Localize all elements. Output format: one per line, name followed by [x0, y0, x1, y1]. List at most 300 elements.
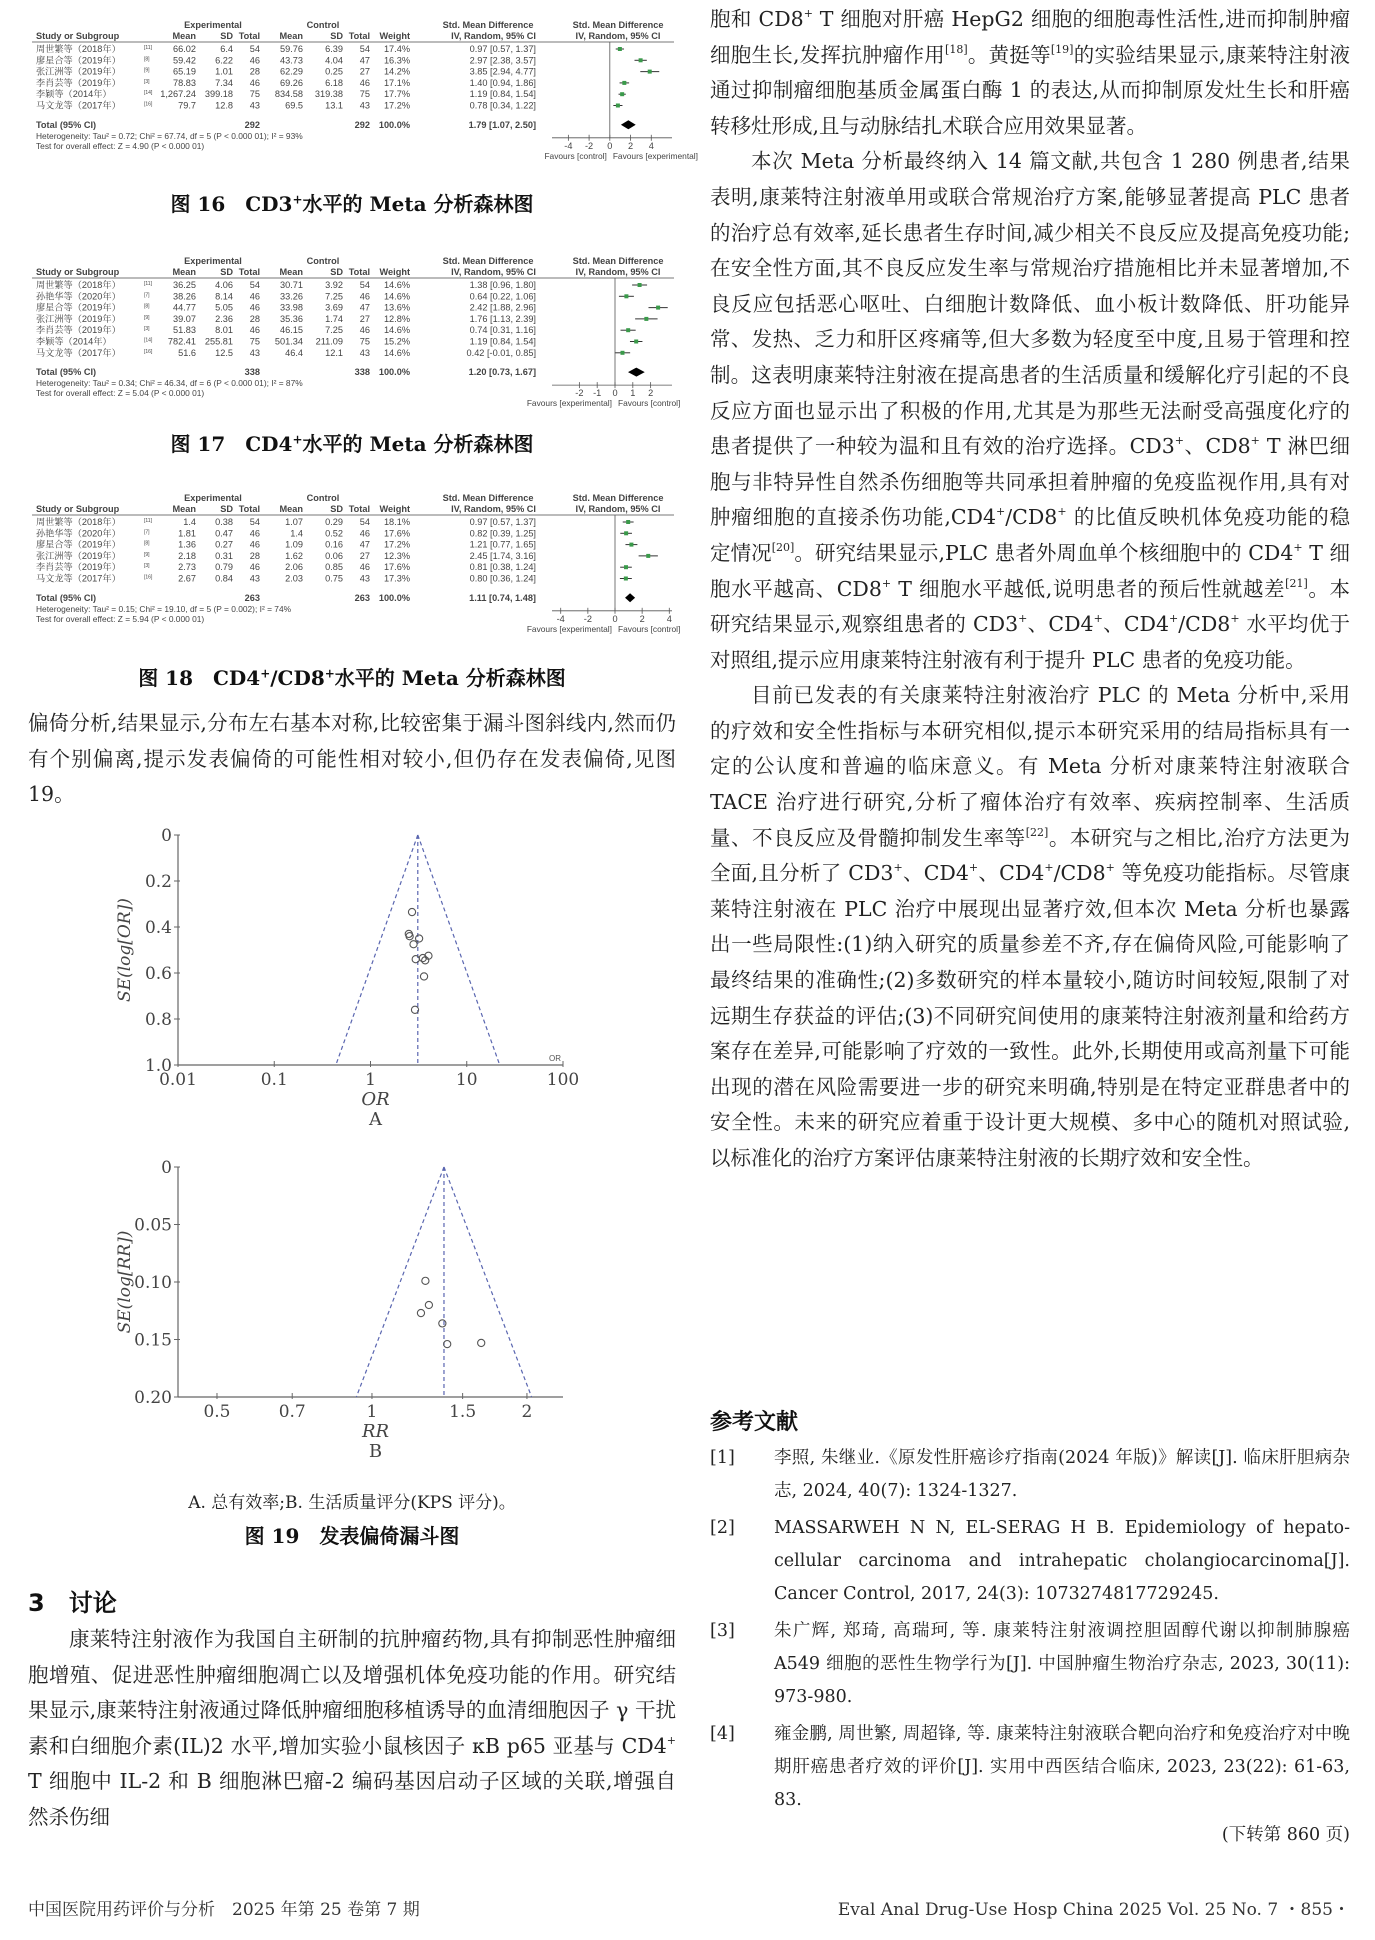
x-tick-label: 0	[612, 613, 618, 624]
header-ci: IV, Random, 95% CI	[451, 504, 536, 514]
x-tick-label: 1	[630, 388, 636, 399]
ctrl-sd: 0.25	[325, 66, 343, 77]
caption-text: 水平的 Meta 分析森林图	[334, 666, 566, 690]
study-ref: [3]	[144, 563, 150, 570]
funnel-right-line	[444, 1167, 532, 1397]
exp-mean: 2.73	[178, 562, 196, 573]
exp-sd: 0.79	[215, 562, 233, 573]
study-ref: [8]	[144, 540, 150, 547]
text: 目前已发表的有关康莱特注射液治疗 PLC 的 Meta 分析中,采用的疗效和安全性指标与本研究相似,提示本研究采用的结局指标具有一定的公认度和普遍的临床意义。有 Meta 分析对康莱特注射液联合 TACE 治疗进行研究,分析了瘤体治疗有效率、疾病控制率、生活质量、不良反应及骨髓抑制发生率等	[710, 683, 1350, 850]
study-ref: [9]	[144, 67, 150, 74]
weight: 17.2%	[383, 100, 410, 111]
funnel-left-line	[356, 1167, 444, 1397]
study-name: 李肖芸等（2019年）	[36, 562, 121, 573]
study-point	[444, 1341, 451, 1348]
exp-sd: 399.18	[204, 89, 233, 100]
study-ref: [16]	[144, 101, 153, 108]
study-point	[410, 941, 417, 948]
ctrl-total: 43	[359, 573, 370, 584]
caption-number: 图 17	[170, 432, 226, 456]
study-ref: [3]	[144, 326, 150, 333]
caption-sup: +	[292, 432, 303, 447]
study-name: 马文龙等（2017年）	[36, 573, 121, 584]
ctrl-sd: 3.69	[325, 302, 343, 313]
ctrl-mean: 46.15	[280, 325, 303, 336]
total-ci: 1.20 [0.73, 1.67]	[468, 367, 536, 378]
exp-mean: 51.83	[173, 325, 196, 336]
ctrl-sd: 211.09	[315, 336, 343, 347]
study-name: 马文龙等（2017年）	[36, 347, 121, 358]
ci-text: 0.81 [0.38, 1.24]	[469, 562, 536, 573]
reference-text: 李照, 朱继业.《原发性肝癌诊疗指南(2024 年版)》解读[J]. 临床肝胆病杂志, 2024, 40(7): 1324-1327.	[774, 1448, 1350, 1501]
ctrl-total: 27	[359, 66, 370, 77]
weight: 12.8%	[383, 313, 410, 324]
study-marker	[616, 104, 620, 108]
reference-text: 雍金鹏, 周世繁, 周超锋, 等. 康莱特注射液联合靶向治疗和免疫治疗对中晚期肝癌患者疗效的评价[J]. 实用中西医结合临床, 2023, 23(22): 61-63, 83.	[774, 1724, 1350, 1810]
text: /CD8	[1053, 861, 1106, 886]
ci-text: 0.74 [0.31, 1.16]	[469, 325, 536, 336]
figure-18-caption	[28, 662, 676, 691]
total-ctrl: 292	[354, 119, 370, 130]
references-list	[710, 1442, 1350, 1852]
weight: 14.6%	[383, 347, 410, 358]
funnel-plot-a	[108, 820, 588, 1134]
exp-total: 43	[249, 347, 260, 358]
caption-text: CD3	[245, 192, 293, 216]
y-tick-label: 0.20	[134, 1388, 172, 1408]
study-marker	[646, 554, 650, 558]
continued-note: (下转第 860 页)	[1221, 1825, 1350, 1845]
header-ci: IV, Random, 95% CI	[451, 31, 536, 41]
exp-total: 46	[249, 55, 260, 66]
heterogeneity-text: Heterogeneity: Tau² = 0.72; Chi² = 67.74, df = 5 (P < 0.000 01); I² = 93%	[36, 130, 303, 141]
exp-total: 28	[249, 313, 260, 324]
study-name: 张江洲等（2019年）	[36, 550, 121, 561]
x-tick-label: -1	[593, 388, 602, 399]
ctrl-total: 46	[359, 291, 370, 302]
ctrl-total: 43	[359, 100, 370, 111]
header-study: Study or Subgroup	[36, 267, 120, 277]
study-marker	[638, 283, 642, 287]
weight: 17.1%	[383, 77, 410, 88]
total-exp: 292	[244, 119, 260, 130]
figure-19-subcaption: A. 总有效率;B. 生活质量评分(KPS 评分)。	[188, 1493, 516, 1513]
overall-effect-text: Test for overall effect: Z = 4.90 (P < 0.000 01)	[36, 140, 205, 151]
heterogeneity-text: Heterogeneity: Tau² = 0.15; Chi² = 19.10, df = 5 (P = 0.002); I² = 74%	[36, 603, 292, 614]
weight: 16.3%	[383, 55, 410, 66]
study-name: 孙艳华等（2020年）	[36, 528, 121, 539]
text: 、CD4	[1027, 612, 1094, 637]
ctrl-sd: 319.38	[314, 89, 343, 100]
ctrl-total: 43	[359, 347, 370, 358]
study-marker	[626, 520, 630, 524]
ci-text: 0.97 [0.57, 1.37]	[469, 517, 536, 527]
ctrl-sd: 12.1	[325, 347, 343, 358]
paragraph-text: T 细胞中 IL-2 和 B 细胞淋巴瘤-2 编码基因启动子区域的关联,增强自然杀伤细	[28, 1769, 676, 1829]
superscript: +	[1105, 861, 1115, 875]
figure-16-caption	[28, 188, 676, 217]
exp-total: 46	[249, 562, 260, 573]
exp-sd: 6.22	[215, 55, 233, 66]
header-plot-title: Std. Mean Difference	[572, 493, 664, 503]
header-plot-ci: IV, Random, 95% CI	[575, 504, 661, 514]
superscript: +	[1044, 861, 1054, 875]
exp-sd: 1.01	[215, 66, 233, 77]
total-exp: 263	[244, 592, 260, 603]
exp-sd: 4.06	[215, 280, 233, 290]
study-point	[417, 1309, 424, 1316]
forest-plot-fig17	[28, 250, 681, 415]
ctrl-mean: 1.07	[285, 517, 303, 527]
text: 、CD4	[902, 861, 969, 886]
weight: 17.6%	[383, 562, 410, 573]
caption-text: /CD8	[270, 666, 325, 690]
exp-sd: 7.34	[215, 77, 233, 88]
total-ctrl: 263	[354, 592, 370, 603]
study-name: 李肖芸等（2019年）	[36, 77, 121, 88]
exp-total: 43	[249, 100, 260, 111]
exp-total: 43	[249, 573, 260, 584]
exp-sd: 2.36	[215, 313, 233, 324]
exp-sd: 5.05	[215, 302, 233, 313]
study-ref: [16]	[144, 348, 153, 355]
header-experimental: Experimental	[184, 256, 242, 266]
exp-total: 54	[249, 44, 260, 54]
funnel-plot-b	[108, 1152, 588, 1471]
reference-number: [4]	[710, 1724, 735, 1744]
exp-total: 28	[249, 550, 260, 561]
exp-mean: 44.77	[173, 302, 196, 313]
reference-text: 朱广辉, 郑琦, 高瑞珂, 等. 康莱特注射液调控胆固醇代谢以抑制肺腺癌 A549 细胞的恶性生物学行为[J]. 中国肿瘤生物治疗杂志, 2023, 30(11): 973-980.	[774, 1621, 1350, 1707]
study-name: 李颖等（2014年）	[36, 89, 112, 100]
exp-mean: 78.83	[173, 77, 196, 88]
ctrl-mean: 46.4	[285, 347, 303, 358]
study-marker	[639, 58, 643, 62]
overall-effect-text: Test for overall effect: Z = 5.04 (P < 0.000 01)	[36, 388, 205, 399]
x-tick-label: 10	[455, 1070, 478, 1090]
study-point	[416, 935, 423, 942]
x-tick-label: -4	[564, 140, 573, 151]
header-experimental: Experimental	[184, 493, 242, 503]
forest-plot-fig16	[28, 14, 699, 164]
ci-text: 0.97 [0.57, 1.37]	[469, 44, 536, 54]
reference-number: [3]	[710, 1621, 735, 1641]
study-ref: [11]	[144, 45, 152, 51]
total-ci: 1.79 [1.07, 2.50]	[468, 119, 536, 130]
ctrl-mean: 69.26	[280, 77, 303, 88]
header-total: Total	[238, 31, 260, 41]
header-mean: Mean	[279, 504, 303, 514]
citation: [21]	[1285, 576, 1308, 590]
funnel-right-line	[418, 835, 500, 1065]
header-mean: Mean	[172, 504, 196, 514]
reference-text: MASSARWEH N N, EL-SERAG H B. Epidemiology of hepato-cellular carcinoma and intrahepatic cholangiocarcinoma[J]. Cancer Control, 2017, 24(3): 1073274817729245.	[774, 1518, 1350, 1604]
y-tick-label: 0	[161, 1158, 172, 1178]
exp-total: 46	[249, 302, 260, 313]
header-weight: Weight	[379, 504, 410, 514]
ci-text: 3.85 [2.94, 4.77]	[469, 66, 536, 77]
study-point	[422, 1277, 429, 1284]
funnel-plot-svg	[108, 820, 588, 1130]
exp-total: 75	[249, 89, 260, 100]
header-effect-title: Std. Mean Difference	[442, 20, 534, 30]
ctrl-total: 54	[359, 44, 370, 54]
x-axis-label: OR	[361, 1089, 390, 1110]
header-total: Total	[238, 504, 260, 514]
x-tick-label: 0.5	[203, 1402, 231, 1422]
ctrl-total: 27	[359, 313, 370, 324]
study-marker	[618, 47, 622, 51]
header-total: Total	[348, 267, 370, 277]
section-heading-discussion: 3 讨论	[28, 1589, 117, 1617]
favours-left-label: Favours [experimental]	[526, 623, 612, 634]
x-tick-label: 4	[666, 613, 672, 624]
exp-mean: 59.42	[173, 55, 196, 66]
ci-text: 1.21 [0.77, 1.65]	[469, 539, 536, 550]
x-tick-label: 4	[648, 140, 654, 151]
ctrl-mean: 33.26	[280, 291, 303, 302]
header-mean: Mean	[279, 31, 303, 41]
text: 、CD4	[978, 861, 1045, 886]
ctrl-sd: 0.52	[325, 528, 343, 539]
text: 、CD8	[1184, 434, 1251, 459]
weight: 17.7%	[383, 89, 410, 100]
corner-label: OR	[549, 1054, 561, 1063]
exp-total: 46	[249, 528, 260, 539]
superscript: +	[1018, 612, 1028, 626]
paragraph-funnel-analysis	[28, 706, 676, 813]
study-marker	[624, 577, 628, 581]
ctrl-total: 46	[359, 562, 370, 573]
caption-text: 水平的 Meta 分析森林图	[302, 432, 534, 456]
superscript: +	[1174, 434, 1184, 448]
ci-text: 1.19 [0.84, 1.54]	[469, 336, 536, 347]
header-study: Study or Subgroup	[36, 31, 120, 41]
exp-total: 75	[249, 336, 260, 347]
ci-text: 0.82 [0.39, 1.25]	[469, 528, 536, 539]
weight: 14.2%	[383, 66, 410, 77]
weight: 17.2%	[383, 539, 410, 550]
text: T 细胞对肝癌 HepG2 细胞的细胞毒性活性,进而抑制肿瘤细胞生长,发挥抗肿瘤作用	[710, 7, 1350, 67]
ctrl-mean: 1.62	[285, 550, 303, 561]
exp-mean: 1,267.24	[160, 89, 196, 100]
reference-item	[710, 1615, 1350, 1714]
total-weight: 100.0%	[378, 367, 410, 378]
ctrl-mean: 2.03	[285, 573, 303, 584]
citation: [22]	[1025, 825, 1049, 839]
study-ref: [9]	[144, 551, 150, 558]
superscript: +	[1169, 612, 1179, 626]
study-ref: [14]	[144, 90, 153, 97]
study-marker	[620, 351, 624, 355]
text: 本次 Meta 分析最终纳入 14 篇文献,共包含 1 280 例患者,结果表明,康莱特注射液单用或联合常规治疗方案,能够显著提高 PLC 患者的治疗总有效率,延长患者生存时间,减少相关不良反应及提高免疫功能;在安全性方面,其不良反应发生率与常规治疗措施相比并未显著增加,不良反应包括恶心呕吐、白细胞计数降低、血小板计数降低、肝功能异常、发热、乏力和肝区疼痛等,但大多数为轻度至中度,且易于管理和控制。这表明康莱特注射液在提高患者的生活质量和缓解化疗引起的不良反应方面也显示出了积极的作用,尤其是为那些无法耐受高强度化疗的患者提供了一种较为温和且有效的治疗选择。CD3	[710, 149, 1350, 459]
total-weight: 100.0%	[378, 119, 410, 130]
study-ref: [8]	[144, 303, 150, 310]
ctrl-total: 46	[359, 325, 370, 336]
caption-number: 图 18	[138, 666, 193, 690]
exp-total: 54	[249, 280, 260, 290]
study-point	[478, 1339, 485, 1346]
exp-mean: 38.26	[173, 291, 196, 302]
ctrl-mean: 62.29	[280, 66, 303, 77]
pooled-diamond	[628, 368, 645, 377]
ctrl-sd: 6.39	[325, 44, 343, 54]
y-tick-label: 0	[161, 826, 172, 846]
x-tick-label: 2	[521, 1402, 533, 1422]
exp-mean: 39.07	[173, 313, 196, 324]
reference-item	[710, 1512, 1350, 1611]
text: 。本研究与之相比,治疗方法更为全面,且分析了 CD3	[710, 825, 1351, 886]
ctrl-mean: 2.06	[285, 562, 303, 573]
y-tick-label: 0.10	[134, 1273, 172, 1293]
text: T 细胞水平越低,说明患者的预后性就越差	[891, 576, 1286, 601]
ctrl-mean: 33.98	[280, 302, 303, 313]
reference-item	[710, 1442, 1350, 1508]
right-body	[710, 2, 1350, 1177]
total-exp: 338	[244, 367, 260, 378]
text: T 淋巴细胞与非特异性自然杀伤细胞等共同承担着肿瘤的免疫监视作用,具有对肿瘤细胞的直接杀伤功能,CD4	[710, 434, 1350, 530]
header-total: Total	[348, 504, 370, 514]
reference-number: [1]	[710, 1448, 735, 1468]
study-name: 廖星合等（2019年）	[36, 55, 121, 66]
total-label: Total (95% CI)	[36, 119, 97, 130]
superscript: +	[996, 505, 1006, 519]
ctrl-mean: 501.34	[274, 336, 303, 347]
ctrl-total: 47	[359, 302, 370, 313]
study-marker	[624, 294, 628, 298]
reference-number: [2]	[710, 1518, 735, 1538]
header-weight: Weight	[379, 267, 410, 277]
citation: [20]	[771, 540, 795, 554]
panel-label: B	[368, 1441, 383, 1462]
exp-sd: 0.31	[215, 550, 233, 561]
header-plot-ci: IV, Random, 95% CI	[575, 31, 661, 41]
exp-sd: 0.38	[215, 517, 233, 527]
header-sd: SD	[220, 504, 233, 514]
citation: [19]	[1050, 42, 1074, 56]
x-tick-label: 0	[612, 388, 618, 399]
study-marker	[624, 565, 628, 569]
exp-sd: 0.84	[215, 573, 233, 584]
exp-mean: 782.41	[167, 336, 196, 347]
ctrl-total: 46	[359, 528, 370, 539]
superscript: +	[1230, 612, 1240, 626]
weight: 12.3%	[383, 550, 410, 561]
study-name: 李肖芸等（2019年）	[36, 325, 121, 336]
superscript: +	[968, 861, 979, 875]
text: 。本研究结果显示,观察组患者的 CD3	[710, 576, 1350, 637]
y-axis-label: SE(log[RR])	[115, 1230, 135, 1334]
ci-text: 1.40 [0.94, 1.86]	[469, 77, 536, 88]
y-tick-label: 0.6	[144, 964, 172, 984]
study-ref: [8]	[144, 56, 150, 63]
ctrl-total: 27	[359, 550, 370, 561]
figure-19-caption: 图 19 发表偏倚漏斗图	[244, 1524, 460, 1548]
pooled-diamond	[625, 593, 635, 602]
exp-mean: 1.4	[183, 517, 196, 527]
favours-right-label: Favours [control]	[618, 623, 681, 634]
paragraph-discussion	[28, 1622, 676, 1836]
exp-mean: 1.36	[178, 539, 196, 550]
header-plot-ci: IV, Random, 95% CI	[575, 267, 661, 277]
total-ctrl: 338	[354, 367, 370, 378]
favours-right-label: Favours [control]	[618, 398, 681, 409]
ci-text: 0.80 [0.36, 1.24]	[469, 573, 536, 584]
study-ref: [7]	[144, 292, 150, 299]
study-ref: [11]	[144, 281, 152, 287]
text: /CD8	[1178, 612, 1231, 637]
text: 胞和 CD8	[710, 7, 804, 31]
y-tick-label: 0.15	[134, 1330, 172, 1351]
forest-plot-svg	[28, 14, 699, 164]
text: 。研究结果显示,PLC 患者外周血单个核细胞中的 CD4	[794, 540, 1294, 565]
superscript: +	[893, 861, 903, 875]
x-tick-label: 2	[648, 388, 654, 399]
header-ci: IV, Random, 95% CI	[451, 267, 536, 277]
text: 等免疫功能指标。尽管康莱特注射液在 PLC 治疗中展现出显著疗效,但本次 Meta 分析也暴露出一些局限性:(1)纳入研究的质量参差不齐,存在偏倚风险,可能影响了最终结果的准确性;(2)多数研究的样本量较小,随访时间较短,限制了对远期生存获益的评估;(3)不同研究间使用的康莱特注射液剂量和给药方案存在差异,可能影响了疗效的一致性。此外,长期使用或高剂量下可能出现的潜在风险需要进一步的研究来明确,特别是在特定亚群患者中的安全性。未来的研究应着重于设计更大规模、多中心的随机对照试验,以标准化的治疗方案评估康莱特注射液的长期疗效和安全性。	[710, 861, 1350, 1170]
superscript: +	[1293, 540, 1303, 554]
ctrl-mean: 59.76	[280, 44, 303, 54]
ctrl-total: 75	[359, 336, 370, 347]
x-tick-label: 1	[366, 1402, 378, 1422]
ctrl-mean: 43.73	[280, 55, 303, 66]
header-effect-title: Std. Mean Difference	[442, 493, 534, 503]
study-marker	[624, 531, 628, 535]
header-sd: SD	[220, 31, 233, 41]
exp-total: 46	[249, 77, 260, 88]
header-mean: Mean	[279, 267, 303, 277]
weight: 15.2%	[383, 336, 410, 347]
ctrl-sd: 13.1	[325, 100, 343, 111]
study-ref: [11]	[144, 518, 152, 524]
study-point	[408, 908, 415, 915]
ctrl-total: 46	[359, 77, 370, 88]
ci-text: 1.38 [0.96, 1.80]	[469, 280, 536, 290]
exp-sd: 12.8	[215, 100, 233, 111]
caption-sup: +	[324, 666, 335, 681]
ci-text: 1.19 [0.84, 1.54]	[469, 89, 536, 100]
header-mean: Mean	[172, 267, 196, 277]
study-name: 张江洲等（2019年）	[36, 66, 121, 77]
total-label: Total (95% CI)	[36, 367, 97, 378]
study-name: 廖星合等（2019年）	[36, 302, 121, 313]
ctrl-total: 47	[359, 55, 370, 66]
study-name: 周世繁等（2018年）	[36, 517, 121, 527]
x-tick-label: 100	[546, 1070, 580, 1090]
y-tick-label: 0.4	[144, 918, 172, 938]
ctrl-sd: 6.18	[325, 77, 343, 88]
forest-plot-fig18	[28, 487, 681, 637]
ctrl-sd: 3.92	[325, 280, 343, 290]
header-sd: SD	[330, 504, 343, 514]
exp-sd: 8.01	[215, 325, 233, 336]
overall-effect-text: Test for overall effect: Z = 5.94 (P < 0.000 01)	[36, 613, 205, 624]
study-name: 周世繁等（2018年）	[36, 44, 121, 54]
exp-sd: 255.81	[204, 336, 233, 347]
header-weight: Weight	[379, 31, 410, 41]
superscript: +	[1057, 505, 1067, 519]
exp-sd: 0.47	[215, 528, 233, 539]
ctrl-sd: 0.75	[325, 573, 343, 584]
exp-sd: 8.14	[215, 291, 233, 302]
superscript: +	[666, 1733, 676, 1747]
text: 的比值反映机体免疫功能的稳定情况	[710, 505, 1351, 565]
header-plot-title: Std. Mean Difference	[572, 20, 664, 30]
ctrl-sd: 0.06	[325, 550, 343, 561]
superscript: +	[881, 576, 892, 590]
study-marker	[656, 306, 660, 310]
study-name: 李颖等（2014年）	[36, 336, 112, 347]
